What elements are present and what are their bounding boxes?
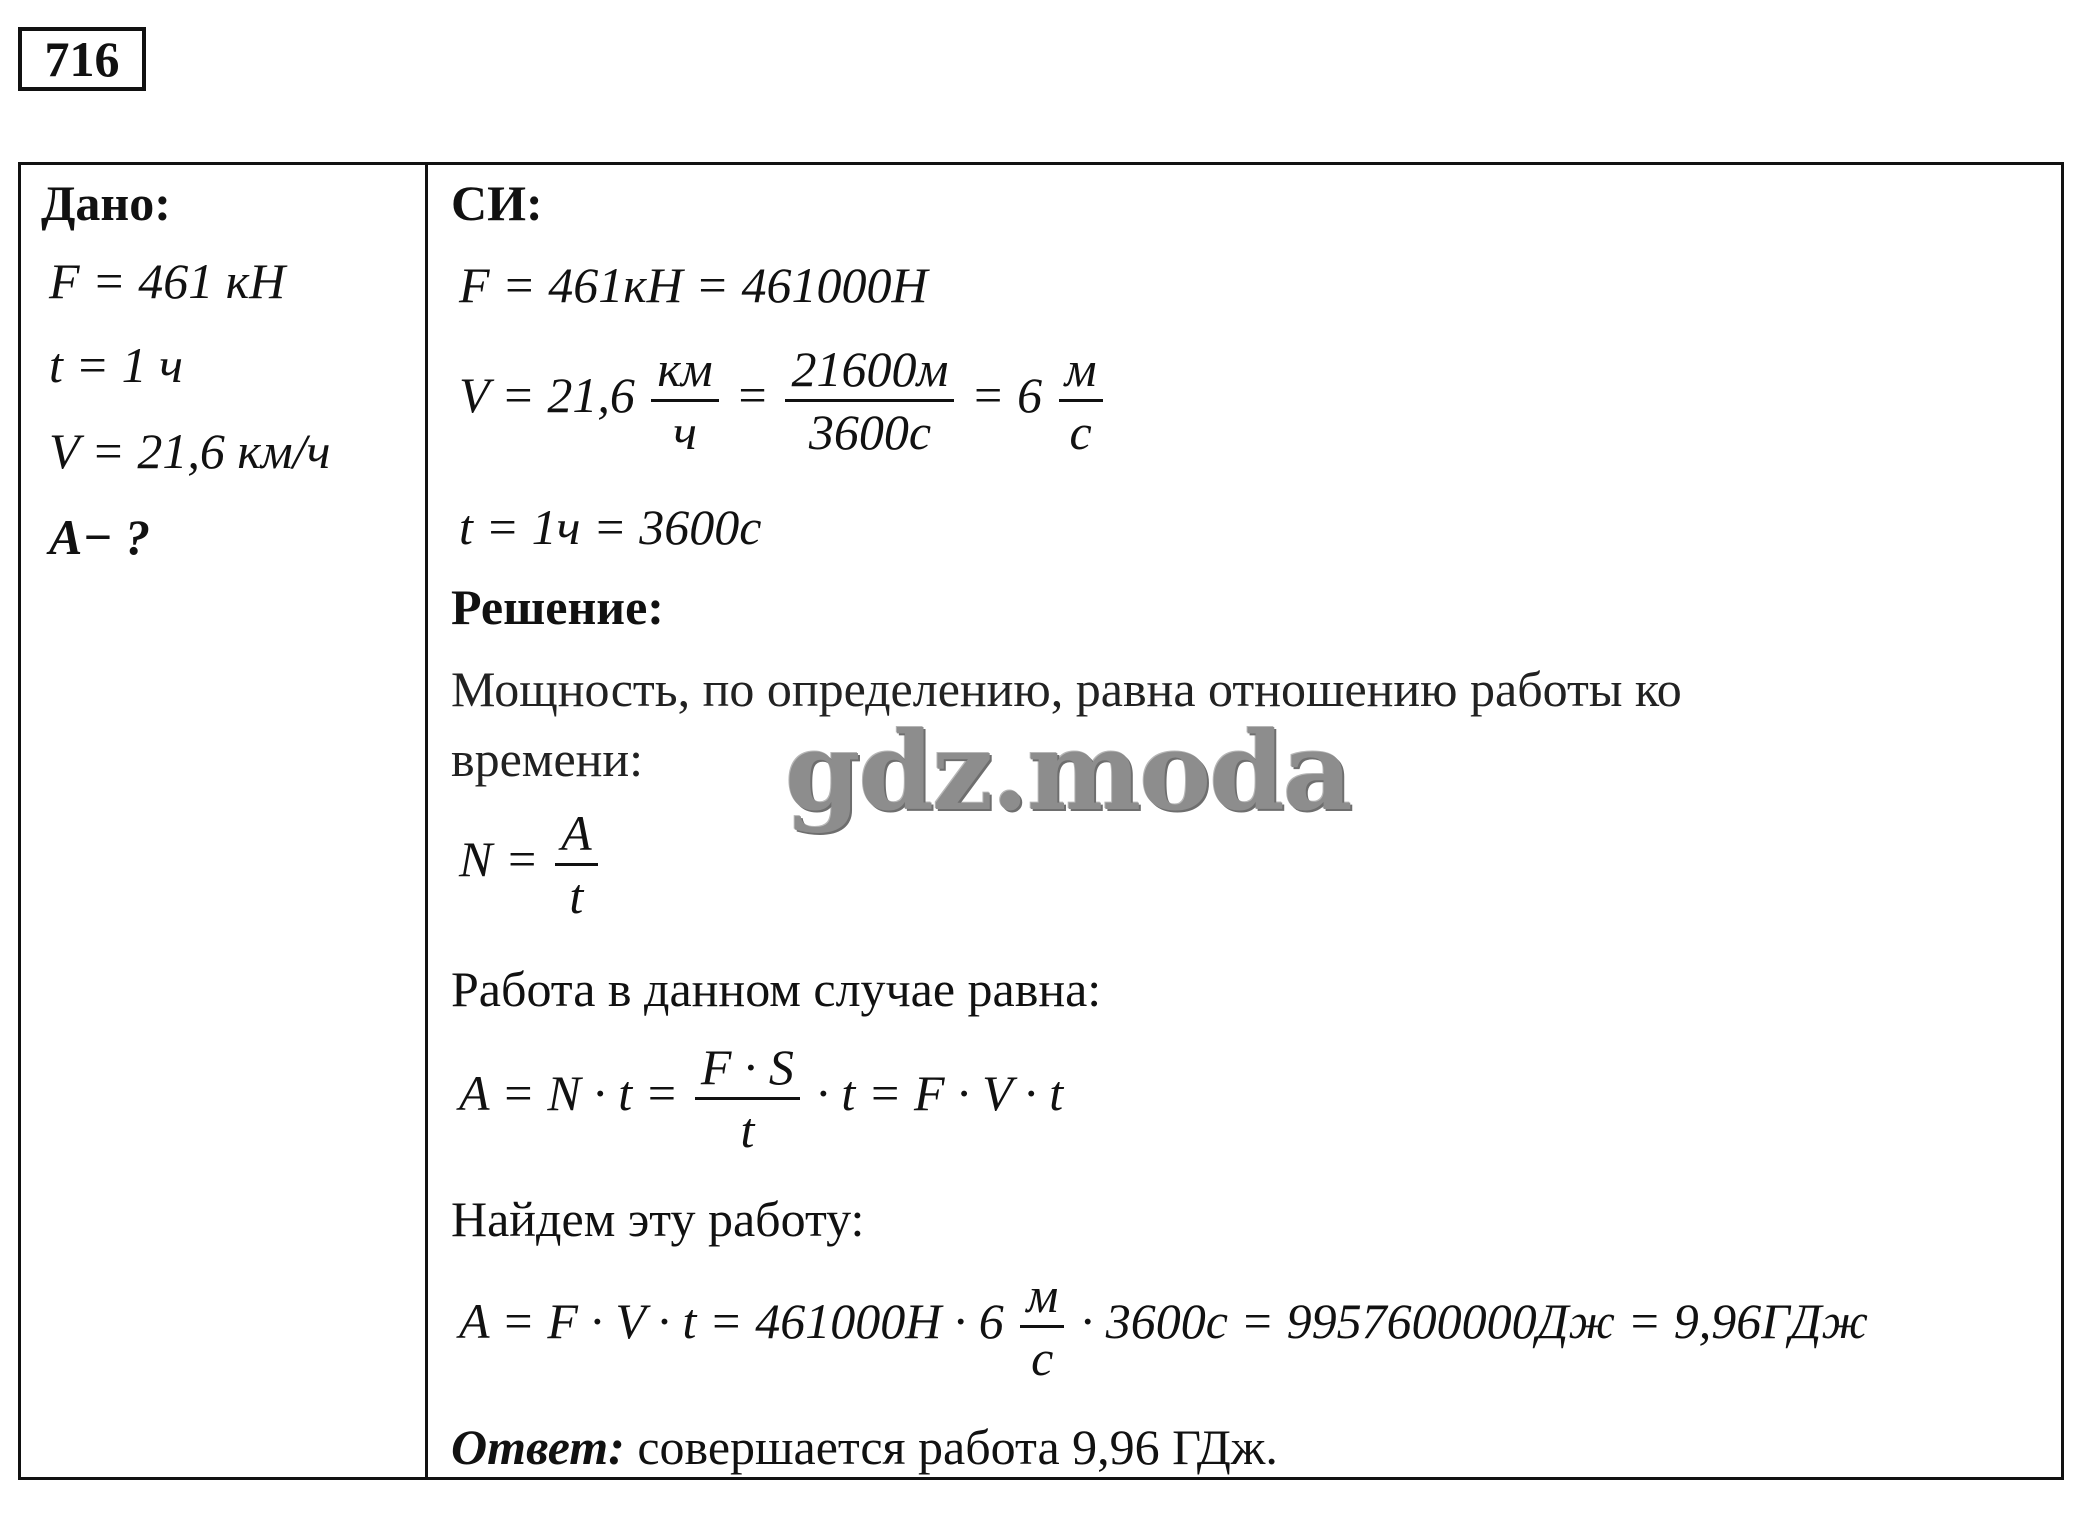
fraction-denominator: с: [1069, 404, 1092, 460]
equals-sign: =: [735, 366, 769, 423]
watermark: gdz.moda: [785, 709, 1351, 835]
solution-text-3: Работа в данном случае равна:: [451, 961, 1102, 1017]
problem-number: 716: [18, 27, 146, 91]
solution-heading: Решение:: [451, 579, 664, 635]
given-time: t = 1 ч: [49, 337, 183, 393]
given-heading: Дано:: [41, 175, 171, 231]
solution-text-2: времени:: [451, 731, 644, 787]
power-formula: [459, 803, 602, 926]
column-divider: [425, 165, 428, 1477]
si-force: F = 461кН = 461000Н: [459, 257, 928, 313]
answer-label: Ответ:: [451, 1419, 625, 1475]
calculation: [459, 1265, 1868, 1388]
si-velocity-fraction-2: [785, 339, 954, 462]
work-formula-suffix: · t = F · V · t: [816, 1064, 1064, 1121]
calculation-suffix: · 3600с = 9957600000Дж = 9,96ГДж: [1080, 1292, 1868, 1349]
given-unknown: A− ?: [49, 509, 151, 565]
si-velocity-fraction-3: [1059, 339, 1103, 462]
solution-text-4: Найдем эту работу:: [451, 1191, 865, 1247]
fraction-numerator: 21600м: [785, 339, 954, 402]
answer-text: совершается работа 9,96 ГДж.: [637, 1419, 1278, 1475]
fraction-denominator: с: [1031, 1330, 1054, 1386]
calculation-fraction: [1020, 1265, 1064, 1388]
fraction-denominator: ч: [673, 404, 697, 460]
power-fraction: [555, 803, 598, 926]
fraction-denominator: t: [740, 1102, 755, 1158]
given-velocity: V = 21,6 км/ч: [49, 423, 331, 479]
solution-text-1: Мощность, по определению, равна отношению работы ко: [451, 661, 1682, 717]
si-velocity: [459, 339, 1107, 462]
fraction-numerator: км: [651, 339, 718, 402]
work-formula: [459, 1037, 1063, 1160]
fraction-numerator: м: [1020, 1265, 1064, 1328]
power-formula-prefix: N =: [459, 830, 539, 887]
given-force: F = 461 кН: [49, 253, 286, 309]
answer-line: [451, 1419, 1278, 1475]
si-velocity-fraction-1: [651, 339, 718, 462]
si-velocity-prefix: V = 21,6: [459, 366, 635, 423]
fraction-denominator: 3600с: [808, 404, 932, 460]
calculation-prefix: A = F · V · t = 461000Н · 6: [459, 1292, 1004, 1349]
si-heading: СИ:: [451, 175, 543, 231]
fraction-numerator: F · S: [695, 1037, 800, 1100]
fraction-numerator: A: [555, 803, 598, 866]
si-time: t = 1ч = 3600с: [459, 499, 762, 555]
work-fraction: [695, 1037, 800, 1160]
si-velocity-result: = 6: [970, 366, 1043, 423]
fraction-numerator: м: [1059, 339, 1103, 402]
work-formula-prefix: A = N · t =: [459, 1064, 679, 1121]
fraction-denominator: t: [569, 868, 584, 924]
